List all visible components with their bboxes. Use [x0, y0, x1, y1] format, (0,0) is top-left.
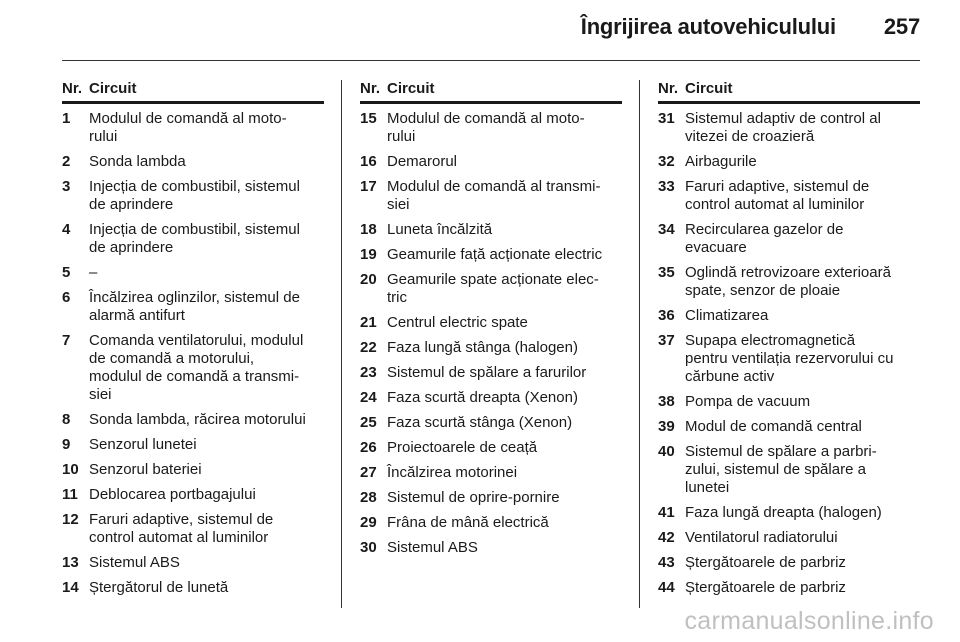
fuse-number: 38	[658, 393, 675, 410]
circuit-description: Faruri adaptive, sistemul de control automat al luminilor	[685, 178, 870, 213]
circuit-description: Sistemul ABS	[89, 554, 180, 571]
column-divider	[341, 80, 342, 608]
fuse-number: 40	[658, 443, 675, 460]
fuse-number: 7	[62, 332, 71, 349]
fuse-number: 35	[658, 264, 675, 281]
table-row	[62, 411, 324, 429]
fuse-number: 23	[360, 364, 377, 381]
table-row	[658, 332, 920, 386]
table-row	[62, 221, 324, 257]
header-circuit: Circuit	[387, 80, 435, 97]
fuse-number: 39	[658, 418, 675, 435]
fuse-number: 2	[62, 153, 71, 170]
fuse-number: 8	[62, 411, 71, 428]
table-row	[658, 554, 920, 572]
circuit-description: –	[89, 264, 98, 281]
table-rows	[62, 110, 324, 597]
fuse-number: 20	[360, 271, 377, 288]
fuse-number: 9	[62, 436, 71, 453]
circuit-description: Proiectoarele de ceață	[387, 439, 538, 456]
table-row	[658, 307, 920, 325]
circuit-description: Ventilatorul radiatorului	[685, 529, 838, 546]
circuit-description: Sistemul de spălare a farurilor	[387, 364, 587, 381]
table-row	[658, 443, 920, 497]
fuse-number: 27	[360, 464, 377, 481]
circuit-description: Sistemul de oprire-pornire	[387, 489, 560, 506]
fuse-number: 37	[658, 332, 675, 349]
circuit-description: Centrul electric spate	[387, 314, 528, 331]
table-row	[360, 271, 622, 307]
circuit-description: Airbagurile	[685, 153, 757, 170]
fuse-number: 25	[360, 414, 377, 431]
fuse-table-column-2	[360, 80, 622, 564]
fuse-table-column-3	[658, 80, 920, 604]
circuit-description: Sistemul adaptiv de control al vitezei de croazieră	[685, 110, 881, 145]
table-row	[658, 178, 920, 214]
table-row	[360, 246, 622, 264]
fuse-number: 43	[658, 554, 675, 571]
page-number: 257	[883, 14, 920, 39]
circuit-description: Ștergătoarele de parbriz	[685, 554, 846, 571]
circuit-description: Demarorul	[387, 153, 458, 170]
fuse-number: 15	[360, 110, 377, 127]
circuit-description: Sonda lambda, răcirea motorului	[89, 411, 306, 428]
fuse-number: 5	[62, 264, 71, 281]
table-row	[360, 110, 622, 146]
table-row	[62, 486, 324, 504]
circuit-description: Faruri adaptive, sistemul de control automat al luminilor	[89, 511, 274, 546]
table-row	[658, 504, 920, 522]
circuit-description: Recircularea gazelor de evacuare	[685, 221, 844, 256]
table-row	[62, 554, 324, 572]
table-row	[62, 461, 324, 479]
circuit-description: Frâna de mână electrică	[387, 514, 549, 531]
table-row	[360, 464, 622, 482]
fuse-number: 34	[658, 221, 675, 238]
fuse-number: 41	[658, 504, 675, 521]
header-nr: Nr.	[658, 80, 679, 97]
table-row	[360, 221, 622, 239]
table-row	[658, 110, 920, 146]
circuit-description: Modulul de comandă al transmi- siei	[387, 178, 601, 213]
table-row	[658, 529, 920, 547]
table-row	[62, 436, 324, 454]
column-divider	[639, 80, 640, 608]
fuse-number: 13	[62, 554, 79, 571]
fuse-number: 42	[658, 529, 675, 546]
circuit-description: Deblocarea portbagajului	[89, 486, 256, 503]
fuse-table-column-1	[62, 80, 324, 604]
table-row	[360, 389, 622, 407]
table-row	[62, 332, 324, 404]
circuit-description: Încălzirea oglinzilor, sistemul de alarmă antifurt	[89, 289, 300, 324]
fuse-number: 17	[360, 178, 377, 195]
fuse-number: 21	[360, 314, 377, 331]
circuit-description: Ștergătorul de lunetă	[89, 579, 229, 596]
fuse-number: 1	[62, 110, 71, 127]
circuit-description: Comanda ventilatorului, modulul de comandă a motorului, modulul de comandă a transmi- siei	[89, 332, 304, 403]
table-row	[62, 264, 324, 282]
fuse-number: 32	[658, 153, 675, 170]
table-rows	[658, 110, 920, 597]
fuse-number: 14	[62, 579, 79, 596]
table-row	[360, 153, 622, 171]
header-circuit: Circuit	[89, 80, 137, 97]
table-row	[360, 539, 622, 557]
fuse-number: 16	[360, 153, 377, 170]
header-nr: Nr.	[62, 80, 83, 97]
circuit-description: Faza lungă dreapta (halogen)	[685, 504, 882, 521]
table-rows	[360, 110, 622, 557]
fuse-number: 29	[360, 514, 377, 531]
header-circuit: Circuit	[685, 80, 733, 97]
table-row	[360, 314, 622, 332]
circuit-description: Sistemul de spălare a parbri- zului, sistemul de spălare a lunetei	[685, 443, 877, 496]
table-row	[62, 579, 324, 597]
fuse-number: 6	[62, 289, 71, 306]
circuit-description: Injecția de combustibil, sistemul de aprindere	[89, 221, 300, 256]
fuse-number: 3	[62, 178, 71, 195]
circuit-description: Faza scurtă dreapta (Xenon)	[387, 389, 578, 406]
fuse-number: 28	[360, 489, 377, 506]
fuse-number: 10	[62, 461, 79, 478]
fuse-number: 36	[658, 307, 675, 324]
circuit-description: Senzorul bateriei	[89, 461, 202, 478]
circuit-description: Faza scurtă stânga (Xenon)	[387, 414, 573, 431]
table-row	[360, 178, 622, 214]
watermark: carmanualsonline.info	[684, 607, 934, 635]
table-row	[62, 178, 324, 214]
circuit-description: Oglindă retrovizoare exterioară spate, senzor de ploaie	[685, 264, 891, 299]
table-row	[62, 153, 324, 171]
table-row	[658, 221, 920, 257]
page-title: Îngrijirea autovehiculului	[580, 14, 836, 39]
circuit-description: Injecția de combustibil, sistemul de aprindere	[89, 178, 300, 213]
table-row	[360, 364, 622, 382]
table-header	[62, 80, 324, 104]
table-row	[62, 289, 324, 325]
table-row	[62, 110, 324, 146]
table-row	[360, 414, 622, 432]
fuse-number: 30	[360, 539, 377, 556]
fuse-number: 33	[658, 178, 675, 195]
table-row	[62, 511, 324, 547]
circuit-description: Geamurile spate acționate elec- tric	[387, 271, 599, 306]
table-row	[658, 579, 920, 597]
table-header	[360, 80, 622, 104]
table-row	[658, 153, 920, 171]
fuse-number: 12	[62, 511, 79, 528]
circuit-description: Modul de comandă central	[685, 418, 862, 435]
table-row	[360, 339, 622, 357]
fuse-number: 19	[360, 246, 377, 263]
fuse-number: 44	[658, 579, 675, 596]
circuit-description: Luneta încălzită	[387, 221, 493, 238]
fuse-number: 22	[360, 339, 377, 356]
fuse-number: 24	[360, 389, 377, 406]
header-divider	[62, 60, 920, 61]
table-row	[360, 439, 622, 457]
circuit-description: Modulul de comandă al moto- rului	[387, 110, 585, 145]
fuse-number: 26	[360, 439, 377, 456]
table-row	[360, 514, 622, 532]
circuit-description: Sonda lambda	[89, 153, 186, 170]
fuse-number: 18	[360, 221, 377, 238]
table-row	[360, 489, 622, 507]
circuit-description: Pompa de vacuum	[685, 393, 811, 410]
table-row	[658, 393, 920, 411]
circuit-description: Sistemul ABS	[387, 539, 478, 556]
table-header	[658, 80, 920, 104]
table-row	[658, 418, 920, 436]
circuit-description: Ștergătoarele de parbriz	[685, 579, 846, 596]
circuit-description: Senzorul lunetei	[89, 436, 197, 453]
circuit-description: Modulul de comandă al moto- rului	[89, 110, 287, 145]
header-nr: Nr.	[360, 80, 381, 97]
table-row	[658, 264, 920, 300]
circuit-description: Încălzirea motorinei	[387, 464, 518, 481]
fuse-number: 4	[62, 221, 71, 238]
circuit-description: Climatizarea	[685, 307, 769, 324]
circuit-description: Geamurile față acționate electric	[387, 246, 603, 263]
fuse-number: 11	[62, 486, 78, 503]
circuit-description: Supapa electromagnetică pentru ventilația rezervorului cu cărbune activ	[685, 332, 894, 385]
page-header	[581, 14, 920, 40]
circuit-description: Faza lungă stânga (halogen)	[387, 339, 578, 356]
fuse-number: 31	[658, 110, 675, 127]
